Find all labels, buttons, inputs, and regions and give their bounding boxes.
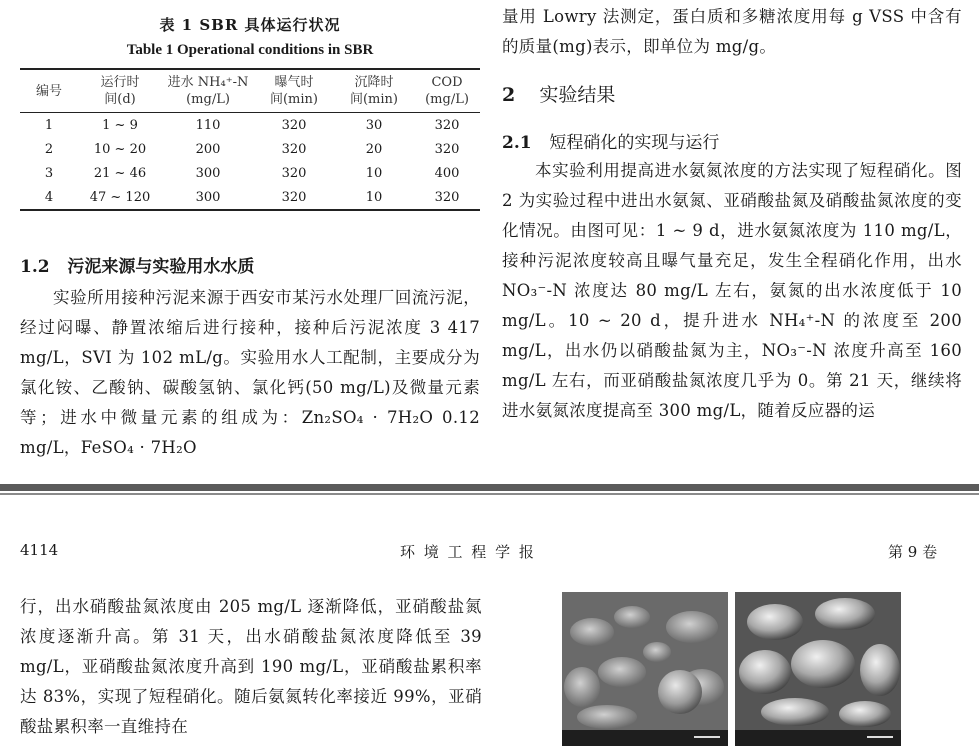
- sem-micrograph-left: [562, 592, 728, 746]
- table-cell: 47 ~ 120: [89, 189, 151, 205]
- subsection-number: 2.1: [502, 133, 532, 153]
- subsection-title: 短程硝化的实现与运行: [549, 133, 720, 153]
- table-cell: 300: [195, 189, 221, 205]
- header-line: 间(d): [104, 92, 136, 107]
- header-line: COD: [431, 75, 463, 90]
- table-cell: 320: [434, 141, 460, 157]
- header-line: (mg/L): [425, 92, 469, 107]
- table-cell: 1 ~ 9: [102, 117, 138, 133]
- table-cell: 1: [44, 117, 54, 133]
- table-cell: 320: [281, 165, 307, 181]
- section-title: 污泥来源与实验用水水质: [67, 257, 255, 277]
- table-cell: 10 ~ 20: [93, 141, 147, 157]
- page-divider: [0, 484, 979, 491]
- table-header-row: [20, 69, 480, 113]
- sem-image-right: [735, 592, 901, 746]
- table-row: [20, 185, 480, 210]
- table-cell: 20: [365, 141, 383, 157]
- right-intro-block: [502, 2, 962, 62]
- header-line: 进水 NH₄⁺-N: [167, 75, 249, 90]
- table-row: [20, 113, 480, 138]
- table-cell: 320: [281, 141, 307, 157]
- table-cell: 2: [44, 141, 54, 157]
- volume-label: 第 9 卷: [888, 543, 938, 561]
- header-run-time: [78, 69, 162, 113]
- header-line: 沉降时: [354, 75, 394, 90]
- table-cell: 110: [195, 117, 221, 133]
- left-paragraph-block: [20, 283, 480, 471]
- header-line: 间(min): [349, 92, 398, 107]
- left-paragraph: 实验所用接种污泥来源于西安市某污水处理厂回流污泥，经过闷曝、静置浓缩后进行接种，接种后污泥浓度 3 417 mg/L，SVI 为 102 mL/g。实验用水人工配制，主要成分为氯化铵、乙酸钠、碳酸氢钠、氯化钙(50 mg/L)及微量元素等；进水中微量元素的组成为：Zn₂SO₄ · 7H₂O 0.12 mg/L，FeSO₄ · 7H₂O: [20, 288, 480, 457]
- table-row: [20, 137, 480, 161]
- table-cell: 400: [434, 165, 460, 181]
- header-id: [20, 69, 78, 113]
- table-cell: 4: [44, 189, 54, 205]
- sem-micrograph-right: [735, 592, 901, 746]
- header-aeration-time: [254, 69, 334, 113]
- right-paragraph: 本实验利用提高进水氨氮浓度的方法实现了短程硝化。图 2 为实验过程中进出水氨氮、亚硝酸盐氮及硝酸盐氮浓度的变化情况。由图可见：1 ~ 9 d，进水氨氮浓度为 110 mg/L，接种污泥浓度较高且曝气量充足，发生全程硝化作用，出水 NO₃⁻-N 浓度达 80 mg/L 左右，氨氮的出水浓度低于 10 mg/L。10 ~ 20 d，提升进水 NH₄⁺-N 的浓度至 200 mg/L，出水仍以硝酸盐氮为主，NO₃⁻-N 浓度升高至 160 mg/L 左右，而亚硝酸盐氮浓度几乎为 0。第 21 天，继续将进水氨氮浓度提高至 300 mg/L，随着反应器的运: [502, 161, 962, 420]
- header-line: 运行时: [100, 75, 140, 90]
- header-cod: [414, 69, 480, 113]
- page-divider-line: [0, 493, 979, 495]
- table-cell: 300: [195, 165, 221, 181]
- table-cell: 3: [44, 165, 54, 181]
- table-cell: 21 ~ 46: [93, 165, 147, 181]
- table-caption-en: Table 1 Operational conditions in SBR: [126, 42, 374, 58]
- table-cell: 320: [434, 189, 460, 205]
- header-line: 编号: [35, 83, 62, 99]
- operational-conditions-table: [20, 68, 480, 211]
- section-heading-1-2: [20, 252, 254, 277]
- header-line: 间(min): [269, 92, 318, 107]
- header-influent-nh4: [162, 69, 254, 113]
- subsection-heading-2-1: [502, 128, 719, 153]
- section-number: 1.2: [20, 257, 50, 277]
- lower-paragraph: 行，出水硝酸盐氮浓度由 205 mg/L 逐渐降低，亚硝酸盐氮浓度逐渐升高。第 31 天，出水硝酸盐氮浓度降低至 39 mg/L，亚硝酸盐氮浓度升高到 190 mg/L，亚硝酸盐累积率达 83%，实现了短程硝化。随后氨氮转化率接近 99%，亚硝酸盐累积率一直维持在: [20, 597, 482, 736]
- table-cell: 320: [434, 117, 460, 133]
- table-cell: 320: [281, 189, 307, 205]
- section-heading-2: [502, 80, 615, 107]
- section-number: 2: [502, 84, 516, 106]
- section-title: 实验结果: [539, 84, 616, 106]
- table-row: [20, 161, 480, 185]
- table-caption-zh: 表 1 SBR 具体运行状况: [159, 16, 341, 34]
- page-number: 4114: [20, 541, 59, 559]
- header-line: (mg/L): [186, 92, 230, 107]
- table-cell: 10: [365, 189, 383, 205]
- journal-name: 环 境 工 程 学 报: [400, 543, 536, 561]
- lower-paragraph-block: [20, 592, 482, 746]
- sem-image-left: [562, 592, 728, 746]
- table-cell: 320: [281, 117, 307, 133]
- right-intro-paragraph: 量用 Lowry 法测定，蛋白质和多糖浓度用每 g VSS 中含有的质量(mg)表示，即单位为 mg/g。: [502, 7, 962, 56]
- right-paragraph-block: [502, 156, 962, 474]
- header-settling-time: [334, 69, 414, 113]
- table-cell: 10: [365, 165, 383, 181]
- table-cell: 30: [365, 117, 383, 133]
- header-line: 曝气时: [274, 75, 314, 90]
- table-cell: 200: [195, 141, 221, 157]
